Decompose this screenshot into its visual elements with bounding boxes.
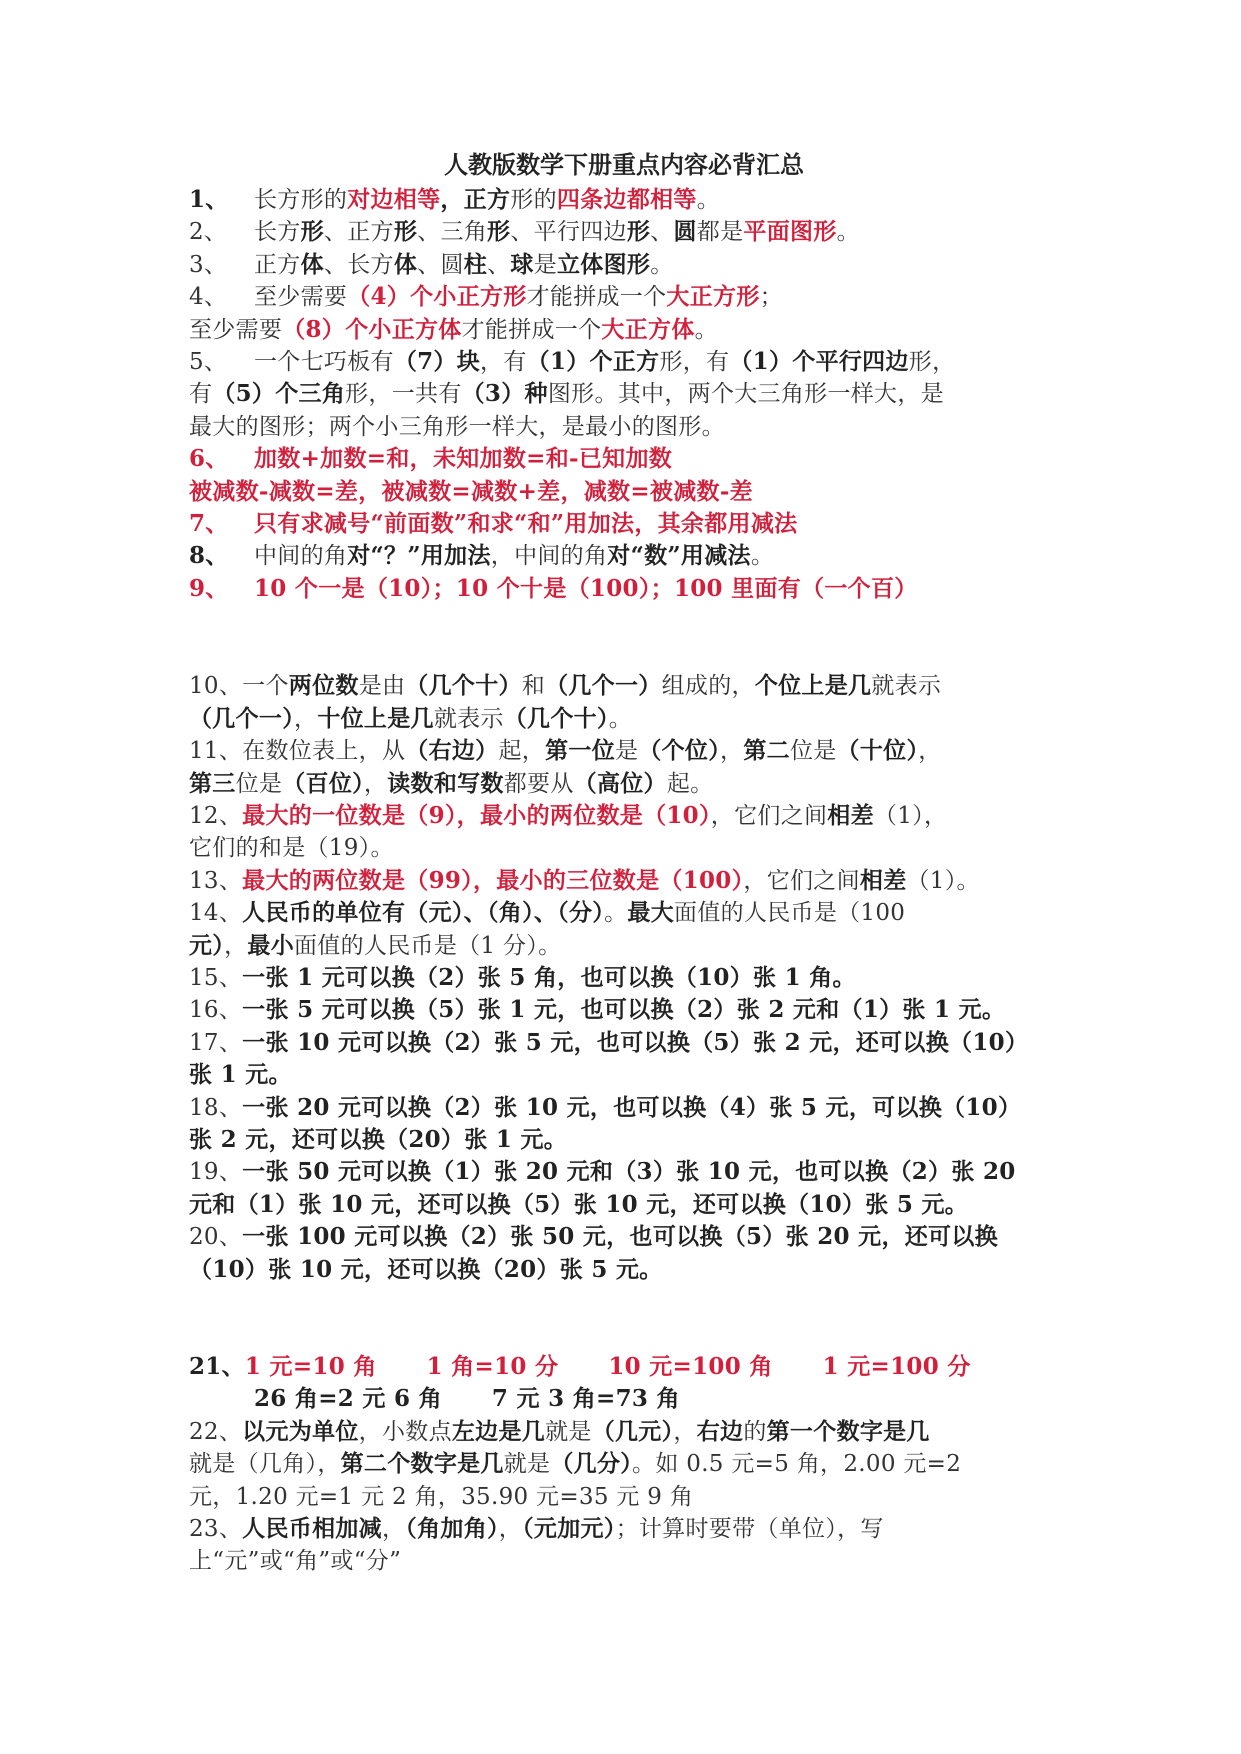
item-6: 6、 加数+加数=和，未知加数=和-已知加数 (189, 443, 1059, 475)
item-20: 20、一张 100 元可以换（2）张 50 元，也可以换（5）张 20 元，还可以换 (189, 1223, 998, 1251)
item-4-continued: 至少需要（8）个小正方体才能拼成一个大正方体。 (189, 315, 718, 343)
item-2: 2、 长方形、正方形、三角形、平行四边形、圆都是平面图形。 (189, 216, 1059, 248)
item-number: 17、 (189, 1029, 243, 1056)
item-number: 8、 (189, 542, 229, 570)
item-10: 10、一个两位数是由（几个十）和（几个一）组成的，个位上是几就表示 (189, 672, 942, 700)
item-22-continued: 就是（几角），第二个数字是几就是（几分）。如 0.5 元=5 角，2.00 元=2 (189, 1450, 962, 1478)
item-1: 1、 长方形的对边相等，正方形的四条边都相等。 (189, 184, 1059, 216)
item-number: 22、 (189, 1418, 243, 1445)
item-15: 15、一张 1 元可以换（2）张 5 角，也可以换（10）张 1 角。 (189, 963, 856, 991)
spacer (189, 1286, 1059, 1351)
item-number: 10、 (189, 673, 243, 700)
item-21-continued: 26 角=2 元 6 角 7 元 3 角=73 角 (254, 1385, 680, 1413)
item-number: 20、 (189, 1224, 243, 1251)
item-21: 21、1 元=10 角 1 角=10 分 10 元=100 角 1 元=100 分 (189, 1353, 971, 1380)
item-5: 5、 一个七巧板有（7）块，有（1）个正方形，有（1）个平行四边形， (189, 346, 1059, 378)
item-11: 11、在数位表上，从（右边）起，第一位是（个位），第二位是（十位）， (189, 737, 942, 765)
spacer (189, 605, 1059, 670)
item-number: 16、 (189, 997, 243, 1024)
item-number: 14、 (189, 900, 243, 927)
item-number: 6、 (189, 445, 229, 473)
item-14-continued: 元），最小面值的人民币是（1 分）。 (189, 931, 562, 959)
item-20-continued: （10）张 10 元，还可以换（20）张 5 元。 (189, 1255, 663, 1283)
item-17: 17、一张 10 元可以换（2）张 5 元，也可以换（5）张 2 元，还可以换（10） (189, 1028, 1029, 1056)
item-19-continued: 元和（1）张 10 元，还可以换（5）张 10 元，还可以换（10）张 5 元。 (189, 1190, 969, 1218)
item-number: 21、 (189, 1353, 245, 1380)
item-3: 3、 正方体、长方体、圆柱、球是立体图形。 (189, 249, 1059, 281)
item-22-continued: 元，1.20 元=1 元 2 角，35.90 元=35 元 9 角 (189, 1483, 694, 1510)
page-title: 人教版数学下册重点内容必背汇总 (444, 150, 804, 179)
item-4: 4、 至少需要（4）个小正方形才能拼成一个大正方形； (189, 281, 1059, 313)
item-number: 7、 (189, 510, 229, 538)
item-number: 4、 (189, 284, 228, 311)
item-22: 22、以元为单位，小数点左边是几就是（几元），右边的第一个数字是几 (189, 1417, 930, 1445)
item-7: 7、 只有求减号“前面数”和求“和”用加法，其余都用减法 (189, 508, 1059, 540)
item-18-continued: 张 2 元，还可以换（20）张 1 元。 (189, 1125, 568, 1153)
item-12-continued: 它们的和是（19）。 (189, 835, 394, 862)
item-14: 14、人民币的单位有（元）、（角）、（分）。最大面值的人民币是（100 (189, 899, 906, 927)
item-number: 13、 (189, 867, 243, 894)
item-6-continued: 被减数-减数=差，被减数=减数+差，减数=被减数-差 (189, 477, 753, 505)
item-17-continued: 张 1 元。 (189, 1061, 292, 1089)
item-number: 23、 (189, 1516, 243, 1543)
item-18: 18、一张 20 元可以换（2）张 10 元，也可以换（4）张 5 元，可以换（10） (189, 1093, 1022, 1121)
item-23: 23、人民币相加减，（角加角），（元加元）；计算时要带（单位），写 (189, 1515, 884, 1543)
item-8: 8、 中间的角对“？”用加法，中间的角对“数”用减法。 (189, 540, 1059, 572)
item-12: 12、最大的一位数是（9），最小的两位数是（10），它们之间相差（1）， (189, 801, 948, 829)
item-16: 16、一张 5 元可以换（5）张 1 元，也可以换（2）张 2 元和（1）张 1 元。 (189, 996, 1006, 1024)
item-number: 12、 (189, 802, 243, 829)
item-number: 3、 (189, 251, 228, 278)
item-11-continued: 第三位是（百位），读数和写数都要从（高位）起。 (189, 769, 714, 797)
item-5-continued: 最大的图形；两个小三角形一样大，是最小的图形。 (189, 413, 725, 440)
item-number: 1、 (189, 186, 229, 213)
document-page (189, 150, 1059, 1578)
item-13: 13、最大的两位数是（99），最小的三位数是（100），它们之间相差（1）。 (189, 866, 980, 894)
item-number: 18、 (189, 1094, 243, 1121)
item-10-continued: （几个一），十位上是几就表示（几个十）。 (189, 704, 633, 732)
item-5-continued: 有（5）个三角形，一共有（3）种图形。其中，两个大三角形一样大，是 (189, 380, 944, 408)
item-number: 2、 (189, 219, 228, 246)
item-number: 5、 (189, 349, 228, 376)
item-23-continued: 上“元”或“角”或“分” (189, 1548, 402, 1575)
item-19: 19、一张 50 元可以换（1）张 20 元和（3）张 10 元，也可以换（2）张 20 (189, 1158, 1016, 1186)
item-number: 9、 (189, 574, 229, 602)
item-9: 9、 10 个一是（10）；10 个十是（100）；100 里面有（一个百） (189, 573, 1059, 605)
item-number: 19、 (189, 1159, 243, 1186)
item-number: 15、 (189, 964, 243, 991)
item-number: 11、 (189, 738, 243, 765)
